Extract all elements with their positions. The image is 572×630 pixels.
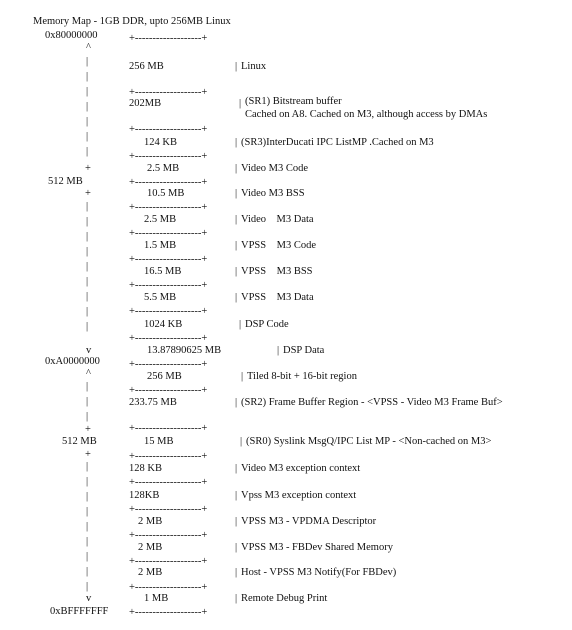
column-divider: |: [240, 436, 243, 447]
region-description: DSP Data: [283, 345, 325, 356]
row-divider: +-------------------+: [129, 607, 208, 618]
region-description: (SR2) Frame Buffer Region - <VPSS - Video M3 Frame Buf>: [241, 397, 503, 408]
region-size: 2 MB: [138, 567, 163, 578]
column-divider: |: [235, 516, 238, 527]
region-size: 128KB: [129, 490, 160, 501]
region-size: 256 MB: [129, 61, 164, 72]
region-description: VPSS M3 BSS: [241, 266, 313, 277]
row-divider: +-------------------+: [129, 385, 208, 396]
axis-line: |: [86, 146, 89, 157]
axis-marker: ^: [86, 42, 91, 53]
region-size: 13.87890625 MB: [147, 345, 222, 356]
axis-line: |: [86, 381, 89, 392]
document-title: Memory Map - 1GB DDR, upto 256MB Linux: [33, 16, 231, 27]
row-divider: +-------------------+: [129, 423, 208, 434]
row-divider: +-------------------+: [129, 124, 208, 135]
column-divider: |: [239, 98, 242, 109]
axis-line: |: [86, 461, 89, 472]
region-size: 1.5 MB: [144, 240, 177, 251]
row-divider: +-------------------+: [129, 477, 208, 488]
size-label-512mb-a: 512 MB: [48, 176, 83, 187]
column-divider: |: [235, 542, 238, 553]
axis-line: |: [86, 551, 89, 562]
row-divider: +-------------------+: [129, 333, 208, 344]
column-divider: |: [235, 266, 238, 277]
axis-marker: +: [85, 163, 91, 174]
address-end: 0xBFFFFFFF: [50, 606, 109, 617]
axis-line: |: [86, 396, 89, 407]
row-divider: +-------------------+: [129, 556, 208, 567]
row-divider: +-------------------+: [129, 280, 208, 291]
row-divider: +-------------------+: [129, 177, 208, 188]
region-description: Cached on A8. Cached on M3, although access by DMAs: [245, 109, 488, 120]
axis-line: |: [86, 276, 89, 287]
region-description: Tiled 8-bit + 16-bit region: [247, 371, 357, 382]
axis-line: |: [86, 581, 89, 592]
axis-line: |: [86, 56, 89, 67]
column-divider: |: [235, 61, 238, 72]
axis-line: |: [86, 476, 89, 487]
region-description: DSP Code: [245, 319, 289, 330]
column-divider: |: [235, 463, 238, 474]
region-size: 202MB: [129, 98, 162, 109]
axis-line: |: [86, 321, 89, 332]
row-divider: +-------------------+: [129, 306, 208, 317]
column-divider: |: [235, 397, 238, 408]
axis-marker: +: [85, 449, 91, 460]
region-description: Host - VPSS M3 Notify(For FBDev): [241, 567, 397, 578]
column-divider: |: [239, 319, 242, 330]
region-description: Remote Debug Print: [241, 593, 328, 604]
region-size: 2.5 MB: [147, 163, 180, 174]
top-border: +-------------------+: [129, 33, 208, 44]
region-size: 1 MB: [144, 593, 169, 604]
axis-line: |: [86, 411, 89, 422]
row-divider: +-------------------+: [129, 202, 208, 213]
column-divider: |: [241, 371, 244, 382]
region-description: Video M3 exception context: [241, 463, 361, 474]
region-description: (SR3)InterDucati IPC ListMP .Cached on M3: [241, 137, 434, 148]
axis-line: |: [86, 86, 89, 97]
row-divider: +-------------------+: [129, 254, 208, 265]
axis-marker: v: [86, 593, 92, 604]
row-divider: +-------------------+: [129, 359, 208, 370]
axis-marker: ^: [86, 368, 91, 379]
region-size: 2 MB: [138, 516, 163, 527]
region-description: Video M3 Data: [241, 214, 314, 225]
axis-line: |: [86, 536, 89, 547]
region-description: (SR1) Bitstream buffer: [245, 96, 342, 107]
region-description: Video M3 Code: [241, 163, 309, 174]
column-divider: |: [277, 345, 280, 356]
column-divider: |: [235, 214, 238, 225]
size-label-512mb-b: 512 MB: [62, 436, 97, 447]
region-description: (SR0) Syslink MsgQ/IPC List MP - <Non-cached on M3>: [246, 436, 492, 447]
region-size: 10.5 MB: [147, 188, 185, 199]
column-divider: |: [235, 490, 238, 501]
axis-line: |: [86, 71, 89, 82]
region-description: VPSS M3 Code: [241, 240, 316, 251]
region-description: VPSS M3 - VPDMA Descriptor: [241, 516, 377, 527]
column-divider: |: [235, 137, 238, 148]
row-divider: +-------------------+: [129, 87, 208, 98]
axis-line: |: [86, 246, 89, 257]
address-mid: 0xA0000000: [45, 356, 100, 367]
region-size: 2.5 MB: [144, 214, 177, 225]
region-description: Video M3 BSS: [241, 188, 305, 199]
row-divider: +-------------------+: [129, 504, 208, 515]
axis-line: |: [86, 306, 89, 317]
region-description: VPSS M3 Data: [241, 292, 314, 303]
axis-line: |: [86, 116, 89, 127]
axis-line: |: [86, 521, 89, 532]
row-divider: +-------------------+: [129, 582, 208, 593]
row-divider: +-------------------+: [129, 151, 208, 162]
region-size: 16.5 MB: [144, 266, 182, 277]
row-divider: +-------------------+: [129, 530, 208, 541]
axis-line: |: [86, 566, 89, 577]
region-size: 15 MB: [144, 436, 174, 447]
column-divider: |: [235, 567, 238, 578]
region-description: Vpss M3 exception context: [241, 490, 357, 501]
axis-marker: +: [85, 188, 91, 199]
region-description: VPSS M3 - FBDev Shared Memory: [241, 542, 393, 553]
row-divider: +-------------------+: [129, 228, 208, 239]
axis-line: |: [86, 131, 89, 142]
axis-marker: +: [85, 424, 91, 435]
region-size: 2 MB: [138, 542, 163, 553]
axis-line: |: [86, 231, 89, 242]
region-size: 1024 KB: [144, 319, 183, 330]
axis-line: |: [86, 216, 89, 227]
column-divider: |: [235, 163, 238, 174]
column-divider: |: [235, 593, 238, 604]
axis-marker: v: [86, 345, 92, 356]
axis-line: |: [86, 261, 89, 272]
axis-line: |: [86, 291, 89, 302]
axis-line: |: [86, 201, 89, 212]
axis-line: |: [86, 506, 89, 517]
address-start: 0x80000000: [45, 30, 98, 41]
column-divider: |: [235, 240, 238, 251]
region-description: Linux: [241, 61, 267, 72]
region-size: 5.5 MB: [144, 292, 177, 303]
region-size: 256 MB: [147, 371, 182, 382]
column-divider: |: [235, 188, 238, 199]
axis-line: |: [86, 491, 89, 502]
region-size: 124 KB: [144, 137, 177, 148]
column-divider: |: [235, 292, 238, 303]
axis-line: |: [86, 101, 89, 112]
region-size: 128 KB: [129, 463, 162, 474]
row-divider: +-------------------+: [129, 451, 208, 462]
region-size: 233.75 MB: [129, 397, 177, 408]
